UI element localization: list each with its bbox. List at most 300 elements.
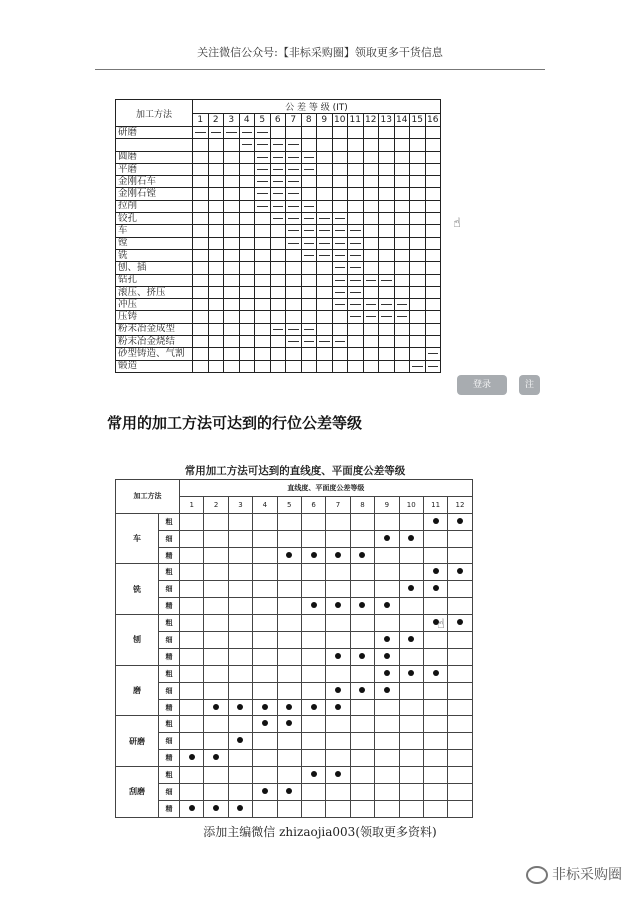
t1-cell [363,163,379,175]
t2-cell [350,581,374,598]
t1-cell [332,188,348,200]
t2-cell [448,564,472,581]
t1-row [116,188,441,200]
table2-title: 常用加工方法可达到的直线度、平面度公差等级 [184,465,406,477]
t2-cell [399,750,423,767]
t1-cell [410,225,426,237]
t1-range-bar [379,274,395,286]
t1-row [116,176,441,188]
t2-grade-header: 直线度、平面度公差等级 [180,480,473,497]
t2-cell [253,598,277,615]
t1-row [116,299,441,311]
t2-cell [350,665,374,682]
t1-grade-label: 2 [208,114,224,127]
t1-range-bar [270,163,286,175]
t1-cell [410,176,426,188]
t2-cell [375,682,399,699]
t2-cell [277,665,301,682]
t2-cell [277,750,301,767]
t2-cell [204,615,228,632]
t1-cell [208,225,224,237]
t1-cell [301,274,317,286]
t2-cell [180,800,204,817]
t1-cell [317,360,333,372]
t2-dot-marker [433,568,439,574]
t1-range-bar [239,139,255,151]
t1-cell [255,286,271,298]
t1-cell [270,348,286,360]
t2-cell [253,615,277,632]
t2-cell [350,615,374,632]
t2-cell [375,699,399,716]
t2-dot-marker [213,754,219,760]
t1-method-label: 镗 [116,237,193,249]
t1-cell [363,200,379,212]
t2-cell [180,767,204,784]
t1-range-bar [286,188,302,200]
t1-range-bar [193,127,209,139]
t1-method-label: 拉削 [116,200,193,212]
t2-grade-label: 12 [448,496,472,513]
t1-method-label: 冲压 [116,299,193,311]
t1-method-label: 圆磨 [116,151,193,163]
t1-cell [425,188,441,200]
t1-cell [224,348,240,360]
t2-cell [326,784,350,801]
t1-cell [208,311,224,323]
t1-cell [394,188,410,200]
t1-cell [301,360,317,372]
t2-sub-label: 细 [159,784,180,801]
t1-method-header: 加工方法 [116,100,193,127]
t1-cell [394,249,410,261]
t2-cell [228,547,252,564]
t2-cell [399,767,423,784]
t1-cell [363,188,379,200]
t2-cell [350,682,374,699]
t2-cell [180,733,204,750]
t2-dot-marker [311,552,317,558]
t1-range-bar [255,163,271,175]
t2-cell [350,648,374,665]
t1-cell [410,274,426,286]
t1-range-bar [317,237,333,249]
t2-grade-label: 8 [350,496,374,513]
t2-cell [301,767,325,784]
t2-cell [399,784,423,801]
t1-cell [239,176,255,188]
t1-method-label: 铰孔 [116,213,193,225]
t2-cell [399,665,423,682]
t1-cell [239,286,255,298]
t2-cell [423,716,447,733]
t1-row [116,274,441,286]
t1-range-bar [332,286,348,298]
t1-cell [348,200,364,212]
t1-cell [363,213,379,225]
t1-cell [239,200,255,212]
t2-cell [277,615,301,632]
t2-dot-marker [335,602,341,608]
t1-range-bar [301,336,317,348]
t1-cell [270,311,286,323]
t1-cell [286,348,302,360]
t1-cell [425,200,441,212]
t1-cell [255,360,271,372]
t1-cell [239,336,255,348]
t1-range-bar [379,311,395,323]
t1-cell [425,249,441,261]
t1-cell [332,163,348,175]
t2-sub-label: 粗 [159,513,180,530]
t2-row [116,733,473,750]
t2-cell [253,699,277,716]
t1-cell [224,311,240,323]
t2-cell [277,733,301,750]
t1-cell [301,262,317,274]
t1-row [116,360,441,372]
t1-cell [363,336,379,348]
t2-dot-marker [335,771,341,777]
t2-cell [277,581,301,598]
t1-grade-label: 16 [425,114,441,127]
t1-method-label: 滚压、挤压 [116,286,193,298]
t2-dot-marker [311,704,317,710]
t2-cell [204,767,228,784]
t1-range-bar [286,139,302,151]
t1-cell [394,323,410,335]
t1-cell [425,213,441,225]
t1-cell [193,323,209,335]
t2-cell [180,750,204,767]
t2-cell [204,564,228,581]
t1-range-bar [286,336,302,348]
t2-method-label: 刨 [116,615,159,666]
t2-method-label: 车 [116,513,159,564]
t2-cell [228,750,252,767]
t2-cell [253,581,277,598]
t2-cell [326,767,350,784]
t2-dot-marker [335,704,341,710]
t1-cell [208,360,224,372]
t2-cell [277,648,301,665]
t1-cell [193,348,209,360]
t1-cell [394,274,410,286]
t2-cell [228,699,252,716]
t2-grade-label: 6 [301,496,325,513]
t2-cell [399,564,423,581]
t1-range-bar [332,225,348,237]
t2-sub-label: 粗 [159,615,180,632]
t2-cell [277,530,301,547]
t1-range-bar [332,336,348,348]
t2-cell [180,513,204,530]
t1-method-label: 粉末冶金烧结 [116,336,193,348]
t2-method-label: 磨 [116,665,159,716]
t2-cell [301,564,325,581]
t2-cell [204,699,228,716]
t1-cell [379,348,395,360]
t1-grade-label: 14 [394,114,410,127]
t1-cell [301,127,317,139]
t2-dot-marker [384,535,390,541]
t2-cell [277,800,301,817]
t2-row [116,784,473,801]
t2-cell [228,598,252,615]
t2-cell [301,699,325,716]
t2-cell [399,530,423,547]
t1-cell [270,299,286,311]
t1-cell [425,139,441,151]
t2-cell [350,800,374,817]
t1-cell [255,262,271,274]
t2-cell [204,581,228,598]
t2-cell [399,682,423,699]
t2-sub-label: 粗 [159,716,180,733]
t2-cell [204,648,228,665]
t2-cell [253,547,277,564]
t1-cell [224,163,240,175]
t1-cell [255,311,271,323]
t2-cell [301,784,325,801]
t1-cell [208,323,224,335]
t2-cell [375,716,399,733]
t2-cell [326,615,350,632]
t2-cell [228,784,252,801]
t1-range-bar [286,200,302,212]
t2-row [116,648,473,665]
t1-row [116,225,441,237]
t1-cell [348,163,364,175]
t1-cell [286,299,302,311]
t1-cell [379,200,395,212]
t1-row [116,336,441,348]
t1-cell [363,323,379,335]
t2-cell [301,632,325,649]
t1-cell [301,311,317,323]
t1-range-bar [348,286,364,298]
t2-cell [228,648,252,665]
t1-cell [317,127,333,139]
t1-range-bar [255,200,271,212]
header-divider [95,69,545,70]
t1-range-bar [286,323,302,335]
t2-cell [423,800,447,817]
t2-cell [301,547,325,564]
t1-range-bar [270,151,286,163]
t2-cell [326,800,350,817]
t1-cell [193,163,209,175]
t1-cell [317,139,333,151]
t2-dot-marker [408,535,414,541]
t1-cell [224,225,240,237]
t1-cell [363,249,379,261]
page-header-text: 关注微信公众号:【非标采购圈】领取更多干货信息 [197,46,443,59]
t1-row [116,323,441,335]
t1-cell [348,151,364,163]
t2-cell [253,800,277,817]
t1-cell [332,151,348,163]
t1-cell [239,360,255,372]
register-button[interactable]: 注 [519,375,540,395]
t2-dot-marker [311,602,317,608]
t1-cell [224,249,240,261]
flatness-tolerance-table [115,479,473,818]
t1-cell [348,176,364,188]
t2-grade-label: 4 [253,496,277,513]
t1-cell [332,311,348,323]
t1-cell [239,225,255,237]
t2-cell [228,581,252,598]
t1-range-bar [286,213,302,225]
t1-range-bar [363,299,379,311]
t1-cell [425,262,441,274]
t2-cell [301,682,325,699]
t1-range-bar [301,249,317,261]
t2-cell [277,564,301,581]
t1-method-label: 砂型铸造、气割 [116,348,193,360]
t1-cell [270,274,286,286]
t1-cell [255,213,271,225]
t1-cell [239,299,255,311]
t2-cell [448,699,472,716]
t1-cell [255,348,271,360]
t2-cell [253,513,277,530]
t1-row [116,151,441,163]
t2-cell [253,716,277,733]
t2-dot-marker [262,704,268,710]
t1-cell [193,188,209,200]
t2-method-header: 加工方法 [116,480,180,514]
t2-cell [326,632,350,649]
t2-row [116,750,473,767]
t2-dot-marker [335,653,341,659]
t1-cell [379,163,395,175]
t2-cell [448,682,472,699]
t1-range-bar [394,311,410,323]
t2-sub-label: 精 [159,547,180,564]
t1-cell [255,336,271,348]
t1-cell [317,299,333,311]
t1-grade-label: 11 [348,114,364,127]
t2-sub-label: 细 [159,581,180,598]
t2-cell [448,750,472,767]
t2-dot-marker [359,552,365,558]
t1-cell [425,151,441,163]
t1-cell [363,360,379,372]
t1-cell [394,176,410,188]
t1-cell [301,299,317,311]
t1-cell [208,274,224,286]
t2-grade-label: 9 [375,496,399,513]
caption: 添加主编微信 zhizaojia003(领取更多资料) [203,825,437,839]
t1-cell [193,225,209,237]
t1-range-bar [286,163,302,175]
t1-row [116,249,441,261]
t2-cell [326,699,350,716]
t2-dot-marker [262,720,268,726]
t1-cell [208,336,224,348]
t1-cell [255,237,271,249]
t1-cell [270,225,286,237]
t1-range-bar [270,188,286,200]
t1-cell [208,348,224,360]
t1-cell [410,311,426,323]
t2-cell [375,648,399,665]
t1-range-bar [410,360,426,372]
t1-range-bar [425,348,441,360]
t2-dot-marker [433,585,439,591]
t1-cell [270,360,286,372]
t1-range-bar [255,188,271,200]
t1-cell [379,176,395,188]
t1-cell [348,213,364,225]
watermark-text: 非标采购圈 [552,867,622,883]
t2-cell [204,716,228,733]
t2-cell [204,530,228,547]
t2-cell [301,598,325,615]
t1-cell [410,188,426,200]
t2-cell [350,530,374,547]
t1-cell [394,237,410,249]
t1-range-bar [317,225,333,237]
login-button[interactable]: 登录 [457,375,507,395]
t1-range-bar [348,225,364,237]
t1-cell [239,348,255,360]
t2-cell [375,530,399,547]
t2-method-label: 刮磨 [116,767,159,818]
t1-row [116,311,441,323]
t2-row [116,564,473,581]
t1-cell [317,311,333,323]
t2-cell [448,665,472,682]
t2-dot-marker [237,737,243,743]
t1-method-label: 刨、插 [116,262,193,274]
t1-cell [394,151,410,163]
t2-cell [350,767,374,784]
t1-cell [348,188,364,200]
t2-dot-marker [189,754,195,760]
t1-cell [193,274,209,286]
t1-grade-label: 10 [332,114,348,127]
t1-grade-label: 7 [286,114,302,127]
t2-sub-label: 细 [159,682,180,699]
t1-cell [317,348,333,360]
t2-dot-marker [384,636,390,642]
t2-row [116,632,473,649]
t2-sub-label: 粗 [159,564,180,581]
t2-cell [423,750,447,767]
t2-sub-label: 细 [159,530,180,547]
t1-cell [394,127,410,139]
t1-cell [379,213,395,225]
t2-cell [180,530,204,547]
t2-cell [180,615,204,632]
t2-cell [326,716,350,733]
t2-cell [204,800,228,817]
t1-cell [394,286,410,298]
t1-row [116,262,441,274]
t2-cell [399,513,423,530]
t1-cell [208,139,224,151]
t1-cell [379,188,395,200]
t2-cell [423,733,447,750]
t1-cell [425,163,441,175]
t1-cell [270,336,286,348]
t2-sub-label: 精 [159,699,180,716]
t1-cell [363,262,379,274]
t1-cell [193,249,209,261]
